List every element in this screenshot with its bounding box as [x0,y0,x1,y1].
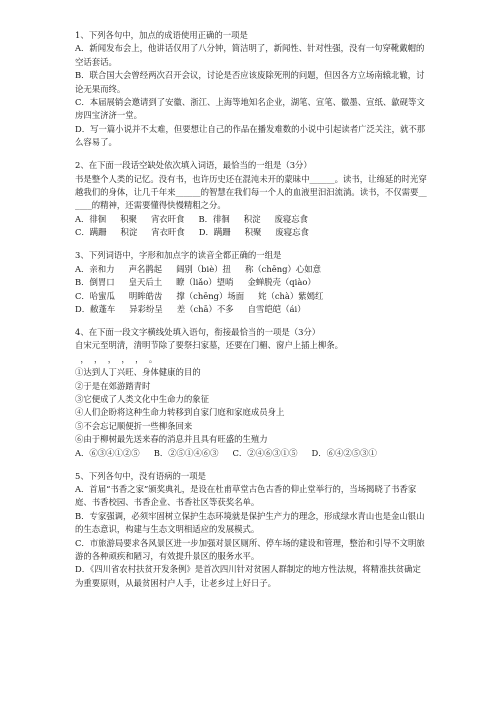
option-c: C．市旅游局要求各风景区进一步加强对景区厕所、停车场的建设和管理，整治和引导不文明旅游的各种顽疾和陋习，有效提升景区的服务水平。 [75,537,425,561]
question-list [75,29,427,600]
option-word: 称（chēng）心如意 [244,263,321,274]
option-word: 废寝忘食 [274,213,308,224]
option-c-label: C．蹒跚 [75,227,107,238]
option-row [75,303,427,316]
option-word: 宵衣旰食 [150,213,185,224]
passage-text: 书是整个人类的记忆。没有书，也许历史还在混沌未开的蒙昧中______。读书，让绵延的时光穿越我们的身体，让几千年来______的智慧在我们每一个人的血液里汩汩流淌。读书，不仅需要______的精神，还需要懂得快慢精粗之分。 [75,173,427,211]
option-word: 异彩纷呈 [129,303,163,314]
option-b-label: B．倒胃口 [75,277,115,288]
option-word: 金蝉脱壳（qiào） [247,277,316,288]
option-word: 差（chā）不多 [176,303,234,314]
option-word: 积淀 [243,213,261,224]
option-word: 宵衣旰食 [151,227,185,238]
option-word: 积聚 [120,213,137,224]
option-word: 姹（chà）紫嫣红 [258,290,324,301]
option-word: 积聚 [244,227,262,238]
option-d: D．《四川省农村扶贫开发条例》是首次四川针对贫困人群制定的地方性法规，将精准扶贫确定为重要原则，从最贫困村户人手，让老乡过上好日子。 [75,564,421,588]
option-b: B．②⑤①④⑥③ [153,447,219,458]
passage-text: 自宋元至明清，清明节除了要祭扫家墓，还要在门楣、窗户上插上柳条。 [75,340,343,351]
option-word: 积淀 [120,227,138,238]
question-2 [75,159,427,239]
option-c-label: C．哈蜜瓜 [75,290,115,301]
question-stem: 1、下列各句中，加点的成语使用正确的一项是 [75,30,248,40]
option-row [75,213,427,226]
option-b-label: B．徘徊 [198,213,230,224]
option-a-label: A．徘徊 [75,213,107,224]
option-row [75,226,427,239]
option-row [75,290,427,303]
option-word: 瞭（liǎo）望哨 [176,277,234,288]
option-word: 撑（chēng）场面 [176,290,245,301]
question-3 [75,249,427,316]
sentence-item: ①达到人丁兴旺、身体健康的目的 [75,367,201,378]
question-5 [75,470,427,591]
option-word: 阔别（biè）扭 [176,263,231,274]
option-a-label: A．亲和力 [75,263,115,274]
option-d: D．⑥④②⑤③① [311,447,377,458]
option-word: 废寝忘食 [275,227,309,238]
option-c: C．②④⑥③①⑤ [232,447,298,458]
option-a: A．⑥③④①②⑤ [75,447,140,458]
sentence-item: ④人们企盼将这种生命力转移到自家门庭和家庭成员身上 [75,407,285,418]
option-a: A．首届“书香之家”颁奖典礼，是设在杜甫草堂古色古香的仰止堂举行的，当场揭晓了书香家庭、书香校园、书香企业、书香社区等获奖名单。 [75,483,417,508]
sentence-item: ②于是在郊游踏青时 [75,380,151,391]
question-stem: 3、下列词语中，字形和加点字的读音全都正确的一组是 [75,250,282,261]
option-d: D．写一篇小说并不太难，但要想让自己的作品在播发难数的小说中引起读者广泛关注，就不那么容易了。 [75,123,426,148]
question-stem: 2、在下面一段话空缺处依次填入词语，最恰当的一组是（3分） [75,160,312,171]
option-row [75,447,427,460]
question-4 [75,326,427,460]
option-word: 皇天后土 [128,277,163,288]
option-word: 明眸皓齿 [128,290,163,301]
option-b: B．联合国大会曾经两次召开会议，讨论是否应该废除死刑的问题，但因各方立场南辕北辙，讨论无果而终。 [75,70,425,94]
option-word: 声名鹊起 [128,263,163,274]
question-stem: 5、下列各句中，没有语病的一项是 [75,470,206,481]
option-b: B．专家强调，必须牢固树立保护生态环境就是保护生产力的理念，形成绿水青山也是金山银山的生态意识，构建与生态文明相适应的发展模式。 [75,510,425,535]
sentence-item: ③它便成了人类文化中生命力的象征 [75,393,209,404]
option-a: A．新闻发布会上，他讲话仅用了八分钟，简洁明了，新闻性、针对性强，没有一句穿靴戴帽的空话套话。 [75,43,425,67]
option-c: C．本届展销会邀请到了安徽、浙江、上海等地知名企业，湖笔、宣笔、徽墨、宣纸、歙砚等文房四宝济济一堂。 [75,97,425,121]
question-stem: 4、在下面一段文字横线处填入语句，衔接最恰当的一项是（3分） [75,326,321,337]
sentence-item: ⑤不会忘记顺便折一些柳条回来 [75,420,193,431]
blank-punctuation: ， ， ， ， ， 。 [75,353,158,364]
option-row [75,263,427,276]
option-d-label: D．蹒跚 [198,227,231,238]
question-1 [75,29,427,150]
option-word: 自雪皑皑（ái） [247,303,306,314]
option-row [75,276,427,289]
sentence-item: ⑥由于柳树最先送来春的消息并且具有旺盛的生殖力 [75,434,268,445]
option-d-label: D．敝蓬车 [75,303,116,314]
